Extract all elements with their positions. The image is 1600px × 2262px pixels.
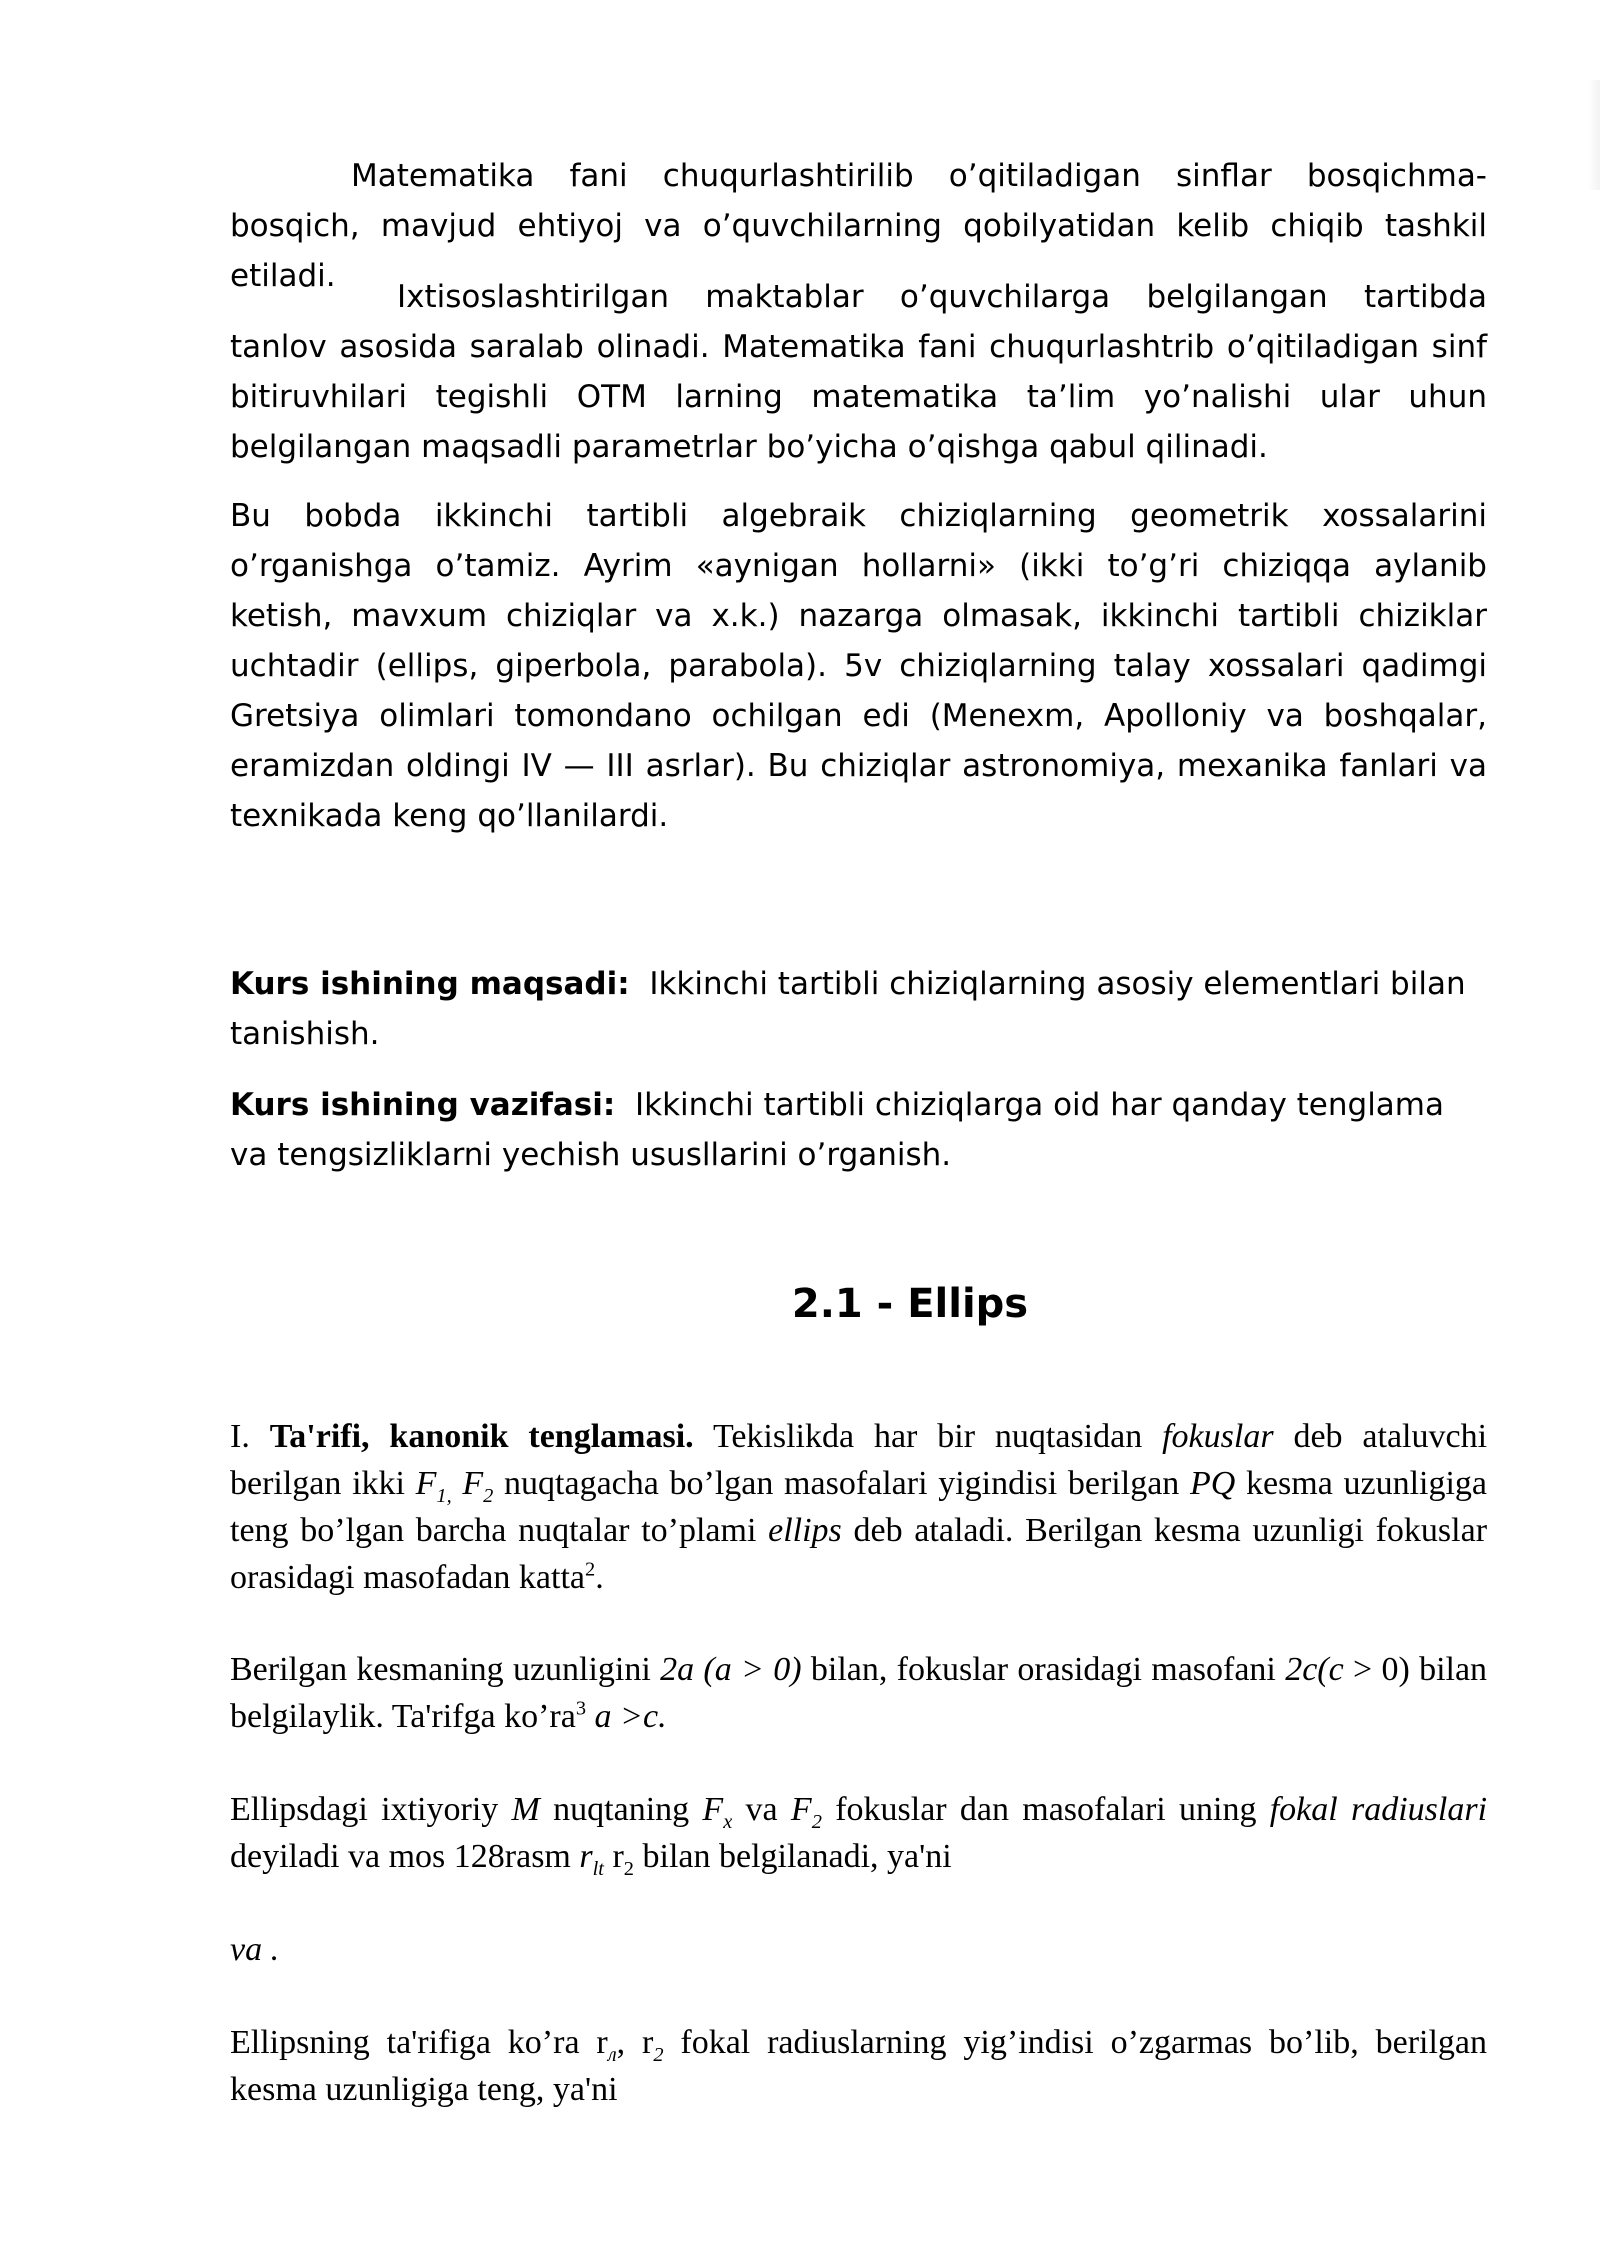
focus-f1: $F_{1,}$: [415, 1465, 452, 1507]
course-goal-paragraph: [230, 959, 1487, 1059]
radii-text: deyiladi va mos 128rasm: [230, 1838, 571, 1875]
lengths-text: > 0) bilan belgilaylik. Ta'rifga ko’ra: [230, 1651, 1488, 1735]
course-task-text: Ikkinchi tartibli chiziqlarga oid har qanday tenglama va tengsizliklarni yechish ususllarini o’rganish.: [230, 1087, 1444, 1173]
va-line: va .: [230, 1931, 280, 1968]
lengths-text: Berilgan kesmaning uzunligini: [230, 1651, 651, 1688]
focus-f2: $F_2$: [790, 1791, 822, 1833]
definition-text: deb ataluvchi berilgan ikki: [230, 1418, 1488, 1502]
radii-text: nuqtaning: [553, 1791, 690, 1828]
r1-subscript: л: [607, 2043, 617, 2066]
definition-text: deb ataladi. Berilgan kesma uzunligi fokuslar orasidagi masofadan katta: [230, 1512, 1488, 1596]
r2-subscript: 2: [653, 2043, 664, 2066]
focus-fx: $F_x$: [702, 1791, 733, 1833]
definition-title: Ta'rifi, kanonik tenglamasi.: [269, 1418, 694, 1455]
footnote-marker: 2: [584, 1558, 596, 1581]
course-goal-label: Kurs ishining maqsadi:: [230, 966, 630, 1002]
definition-text: Tekislikda har bir nuqtasidan: [712, 1418, 1143, 1455]
chapter-intro-paragraph: Bu bobda ikkinchi tartibli algebraik chiziqlarning geometrik xossalarini o’rganishga o’tamiz. Ayrim «aynigan hollarni» (ikki to’g’ri chiziqqa aylanib ketish, mavxum chiziqlar va x.k.) nazarga olmasak, ikkinchi tartibli chiziklar uchtadir (ellips, giperbola, parabola). 5v chiziqlarning talay xossalari qadimgi Gretsiya olimlari tomondano ochilgan edi (Menexm, Apolloniy va boshqalar, eramizdan oldingi IV — III asrlar). Bu chiziqlar astronomiya, mexanika fanlari va texnikada keng qo’llanilardi.: [230, 498, 1487, 834]
footnote-marker: 3: [575, 1697, 587, 1720]
point-m: M: [511, 1791, 540, 1828]
radius-r1: $r_{lt}$: [579, 1838, 604, 1880]
radii-text: fokuslar dan masofalari uning: [835, 1791, 1257, 1828]
sum-text: fokal radiuslarning yig’indisi o’zgarmas bo’lib, berilgan kesma uzunligiga teng, ya'ni: [230, 2024, 1487, 2108]
variable-a: a: [594, 1698, 612, 1735]
course-goal-text: Ikkinchi tartibli chiziqlarning asosiy elementlari bilan tanishish.: [230, 966, 1466, 1052]
distance-expression: 2c(c: [1285, 1651, 1344, 1688]
definition-text: nuqtagacha bo’lgan masofalari yigindisi berilgan: [504, 1465, 1180, 1502]
course-task-label: Kurs ishining vazifasi:: [230, 1087, 616, 1123]
focus-f2: $F_2$: [462, 1465, 494, 1507]
radii-text: Ellipsdagi ixtiyoriy: [230, 1791, 499, 1828]
focal-radii-paragraph: [230, 1786, 1487, 1880]
radius-r2: $r_2$: [612, 1838, 634, 1880]
length-expression: 2a (a > 0): [660, 1651, 802, 1688]
lengths-paragraph: [230, 1646, 1487, 1740]
radii-text: va: [745, 1791, 778, 1828]
page-edge-shadow: [1588, 80, 1600, 190]
ellips-term: ellips: [768, 1512, 842, 1549]
focus-term: fokuslar: [1162, 1418, 1274, 1455]
definition-text: .: [595, 1559, 604, 1596]
definition-lead: I.: [230, 1418, 250, 1455]
segment-pq: PQ: [1189, 1465, 1236, 1502]
focal-radii-term: fokal radiuslari: [1269, 1791, 1488, 1828]
definition-paragraph: [230, 1413, 1487, 1601]
selection-paragraph: Ixtisoslashtirilgan maktablar o’quvchilarga belgilangan tartibda tanlov asosida saralab olinadi. Matematika fani chuqurlashtrib o’qitiladigan sinf bitiruvhilari tegishli OTM larning matematika ta’lim yo’nalishi ular uhun belgilangan maqsadli parametrlar bo’yicha o’qishga qabul qilinadi.: [230, 279, 1487, 465]
radii-text: bilan belgilanadi, ya'ni: [642, 1838, 952, 1875]
sum-text: Ellipsning ta'rifiga ko’ra r: [230, 2024, 608, 2061]
lengths-text: bilan, fokuslar orasidagi masofani: [810, 1651, 1276, 1688]
section-heading: 2.1 - Ellips: [791, 1281, 1029, 1327]
intro-paragraph: Matematika fani chuqurlashtirilib o’qitiladigan sinflar bosqichma-bosqich, mavjud ehtiyoj va o’quvchilarning qobilyatidan kelib chiqib tashkil etiladi.: [230, 158, 1487, 294]
sum-text: , r: [616, 2024, 654, 2061]
definition-text: kesma uzunligiga teng bo’lgan barcha nuqtalar to’plami: [230, 1465, 1488, 1549]
inequality-text: >c.: [620, 1698, 667, 1735]
radii-sum-paragraph: [230, 2019, 1487, 2113]
course-task-paragraph: [230, 1080, 1487, 1180]
